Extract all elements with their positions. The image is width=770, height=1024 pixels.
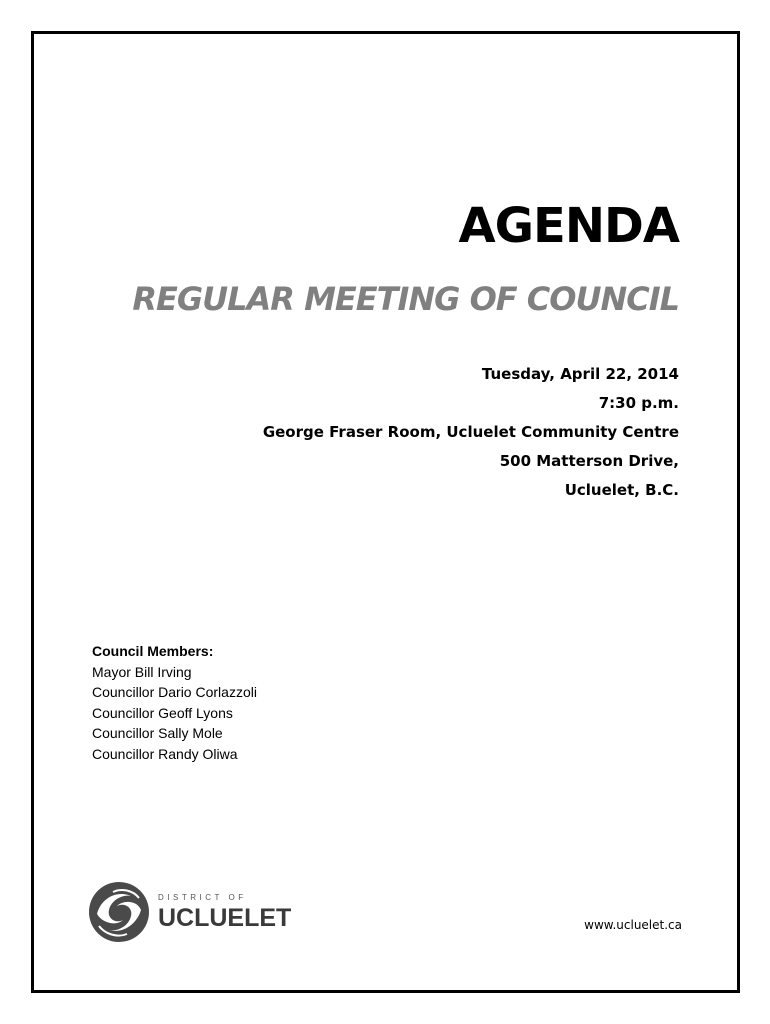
council-members: [92, 641, 257, 764]
meeting-location: George Fraser Room, Ucluelet Community Centre: [262, 423, 679, 441]
council-member: Councillor Randy Oliwa: [92, 745, 238, 762]
council-members-heading: Council Members:: [92, 643, 214, 659]
website-url: www.ucluelet.ca: [584, 918, 682, 932]
meeting-city: Ucluelet, B.C.: [564, 481, 679, 499]
meeting-date: Tuesday, April 22, 2014: [481, 365, 679, 383]
meeting-time: 7:30 p.m.: [598, 394, 679, 412]
logo-wordmark: [158, 894, 291, 931]
council-member: Councillor Sally Mole: [92, 725, 223, 741]
district-logo: [87, 880, 291, 944]
council-member: Councillor Geoff Lyons: [92, 704, 233, 721]
logo-ucluelet: UCLUELET: [158, 903, 292, 932]
meeting-details: [263, 360, 679, 505]
page-frame: [31, 31, 740, 993]
council-member: Mayor Bill Irving: [92, 663, 192, 680]
meeting-subtitle: REGULAR MEETING OF COUNCIL: [132, 280, 679, 318]
swirl-logo-icon: [87, 880, 151, 944]
logo-district-of: DISTRICT OF: [158, 892, 247, 902]
agenda-title: AGENDA: [458, 198, 679, 254]
council-member: Councillor Dario Corlazzoli: [92, 684, 257, 700]
meeting-address: 500 Matterson Drive,: [499, 452, 679, 470]
